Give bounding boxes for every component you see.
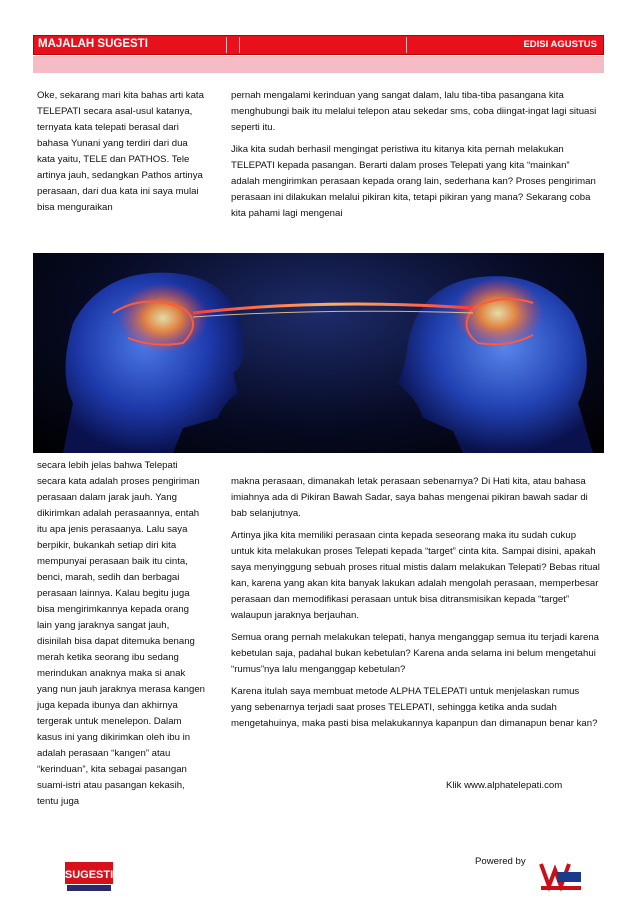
paragraph: makna perasaan, dimanakah letak perasaan sebenarnya? Di Hati kita, atau bahasa imiahnya ada di Pikiran Bawah Sadar, saya bahas mengenai pikiran bawah sadar di bab selanjutnya. xyxy=(231,476,588,519)
paragraph: Oke, sekarang mari kita bahas arti kata TELEPATI secara asal-usul katanya, ternyata kata telepati berasal dari bahasa Yunani yang terdiri dari dua kata yaitu, TELE dan PATHOS. Tele artinya jauh, sedangkan Pathos artinya perasaan, dari dua kata ini saya mulai bisa menguraikan xyxy=(37,90,204,213)
paragraph: Karena itulah saya membuat metode ALPHA TELEPATI untuk menjelaskan rumus yang sebenarnya terjadi saat proses TELEPATI, sehingga ketika anda sudah mengetahuinya, maka pasti bisa melakukannya kapanpun dan dimanapun benar kan? xyxy=(231,686,598,729)
magazine-title: MAJALAH SUGESTI xyxy=(38,38,148,50)
partner-logo xyxy=(537,860,583,892)
article-column-1 xyxy=(37,88,205,222)
paragraph: Jika kita sudah berhasil mengingat peristiwa itu kitanya kita pernah melakukan TELEPATI kepada pasangan. Berarti dalam proses Telepati yang kita “mainkan” adalah mengirimkan perasaan kepada orang lain, sederhana kan? Proses pengiriman perasaan ini dilakukan melalui pikiran kita, tetapi pikiran yang mana? Sekarang coba kita pahami lagi mengenai xyxy=(231,144,596,219)
paragraph: Semua orang pernah melakukan telepati, hanya menganggap semua itu terjadi karena kebetulan saja, padahal bukan kebetulan? Karena anda selama ini belum mengetahui “rumus”nya lalu menganggap kebetulan? xyxy=(231,632,600,675)
header-divider xyxy=(406,37,407,53)
paragraph: Artinya jika kita memiliki perasaan cinta kepada seseorang maka itu sudah cukup untuk kita melakukan proses Telepati kepada “target” cinta kita. Sampai disini, apakah saya menyinggung sebuah proses ritual mistis dalam melakukan Telepati? Bebas ritual kan, karena yang akan kita banyak lakukan adalah mengolah perasaan, memperbesar perasaan dan memodifikasi perasaan untuk bisa ditransmisikan kepada “target” walaupun jaraknya berjauhan. xyxy=(231,530,600,621)
header-divider xyxy=(239,37,240,53)
header-bar xyxy=(33,35,604,55)
header-divider xyxy=(226,37,227,53)
article-column-3 xyxy=(37,458,205,816)
powered-by-label: Powered by xyxy=(475,856,526,867)
paragraph: pernah mengalami kerinduan yang sangat dalam, lalu tiba-tiba pasangana kita menghubungi baik itu melalui telepon atau sekedar sms, coba diingat-ingat lagi situasi seperti itu. xyxy=(231,90,597,133)
article-column-2 xyxy=(231,88,601,228)
sugesti-logo xyxy=(65,862,113,892)
article-column-4 xyxy=(231,474,601,738)
svg-text:SUGESTI: SUGESTI xyxy=(65,869,113,881)
edition-label: EDISI AGUSTUS xyxy=(523,39,597,50)
header-band xyxy=(33,56,604,73)
website-link[interactable]: Klik www.alphatelepati.com xyxy=(446,780,563,791)
telepathy-heads-image xyxy=(33,253,604,453)
paragraph: secara lebih jelas bahwa Telepati secara kata adalah proses pengiriman perasaan dalam jarak jauh. Yang dikirimkan adalah perasaannya, entah itu apa jenis perasaanya. Lalu saya berpikir, bukankah setiap diri kita mempunyai perasaan baik itu cinta, benci, marah, sedih dan berbagai perasaan lainnya. Kalau begitu juga bisa mengirimkannya kepada orang lain yang jaraknya sangat jauh, disinilah bisa dapat ditemuka benang merah ketika seorang ibu sedang merindukan anaknya maka si anak yang nun jauh jaraknya merasa kangen juga kepada ibunya dan akhirnya tergerak untuk menelepon. Dalam kasus ini yang dikirimkan oleh ibu in adalah perasaan “kangen” atau “kerinduan”, kita sebagai pasangan suami-istri atau pasangan kekasih, tentu juga xyxy=(37,460,206,807)
